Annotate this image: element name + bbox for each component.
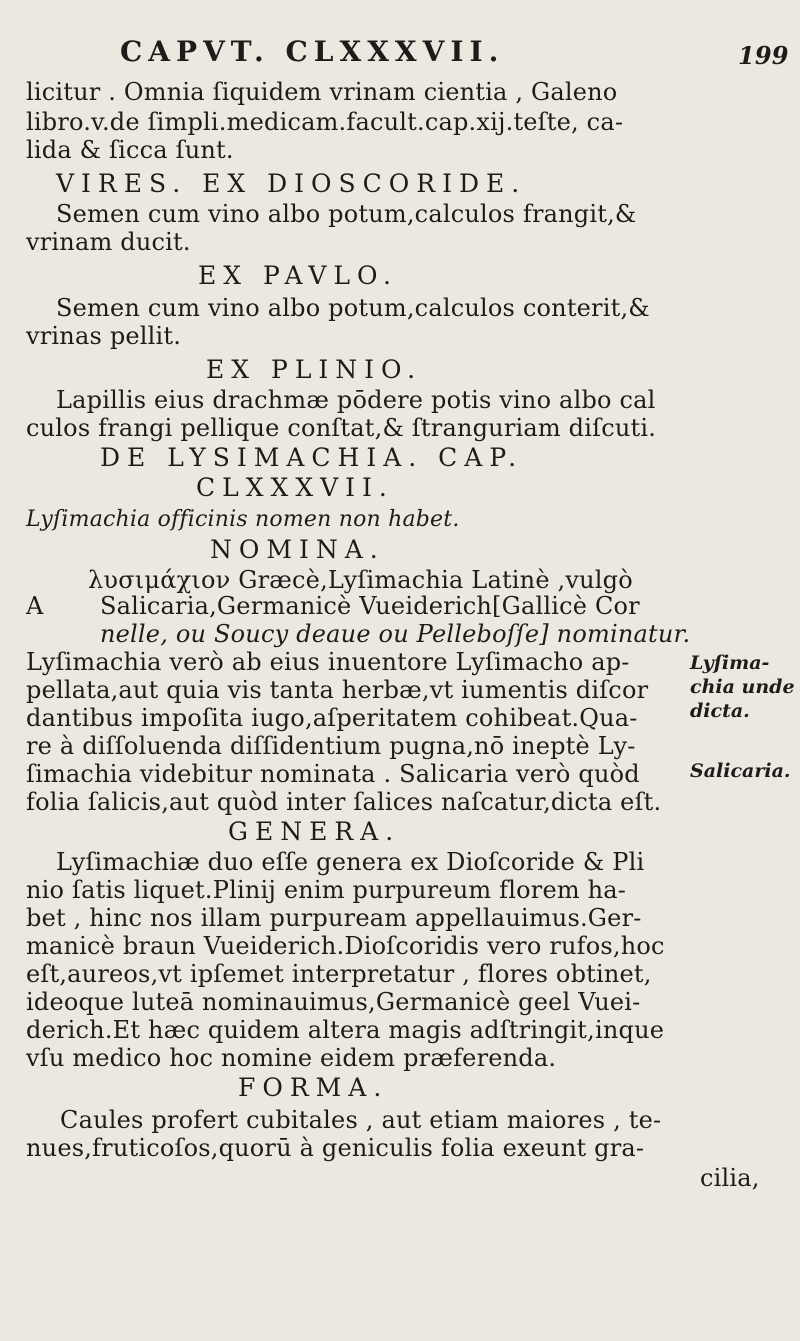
section-heading: EX PAVLO. (198, 261, 398, 290)
text-line: Lapillis eius drachmæ pōdere potis vino albo cal (56, 386, 656, 414)
text-line: folia ſalicis,aut quòd inter ſalices naſcatur,dicta eſt. (26, 788, 662, 816)
text-line: vſu medico hoc nomine eidem præferenda. (26, 1044, 557, 1072)
chapter-number: CLXXXVII. (196, 473, 394, 502)
margin-note: Salicaria. (690, 760, 791, 782)
text-line: manicè braun Vueiderich.Dioſcoridis vero rufos,hoc (26, 932, 665, 960)
text-line: Lyſimachiæ duo eſſe genera ex Dioſcoride & Pli (56, 848, 645, 876)
text-line: Salicaria,Germanicè Vueiderich[Gallicè Cor (100, 592, 640, 620)
text-line: nio ſatis liquet.Plinij enim purpureum florem ha- (26, 876, 627, 904)
running-head: CAPVT. CLXXXVII. (120, 35, 505, 68)
text-line: re à diſſoluenda diſſidentium pugna,nō ineptè Ly- (26, 732, 636, 760)
italic-line: Lyſimachia officinis nomen non habet. (26, 507, 460, 532)
text-line: culos frangi pellique conſtat,& ſtranguriam diſcuti. (26, 414, 657, 442)
text-line: lida & ſicca ſunt. (26, 136, 234, 164)
text-line: ſimachia videbitur nominata . Salicaria verò quòd (26, 760, 640, 788)
section-heading: VIRES. EX DIOSCORIDE. (56, 169, 527, 198)
text-line: derich.Et hæc quidem altera magis adſtringit,inque (26, 1016, 665, 1044)
text-line: vrinas pellit. (26, 322, 182, 350)
text-line: dantibus impoſita iugo,aſperitatem cohibeat.Qua- (26, 704, 638, 732)
text-line: licitur . Omnia ſiquidem vrinam cientia , Galeno (26, 78, 618, 106)
text-line: pellata,aut quia vis tanta herbæ,vt iumentis diſcor (26, 676, 649, 704)
text-line: nues,fruticoſos,quorū à geniculis folia exeunt gra- (26, 1134, 645, 1162)
margin-note: chia unde (690, 676, 795, 698)
margin-letter: A (26, 592, 44, 620)
margin-note: dicta. (690, 700, 750, 722)
text-line: λυσιμάχιον Græcè,Lyſimachia Latinè ,vulgò (88, 566, 633, 594)
text-line: Lyſimachia verò ab eius inuentore Lyſimacho ap- (26, 648, 630, 676)
section-heading: EX PLINIO. (206, 355, 423, 384)
text-line: Semen cum vino albo potum,calculos conterit,& (56, 294, 650, 322)
text-line: vrinam ducit. (26, 228, 191, 256)
text-line: libro.v.de ſimpli.medicam.facult.cap.xij.teſte, ca- (26, 108, 624, 136)
text-line: bet , hinc nos illam purpuream appellauimus.Ger- (26, 904, 642, 932)
section-heading: FORMA. (238, 1073, 389, 1102)
catchword: cilia, (700, 1164, 760, 1192)
section-heading: GENERA. (228, 817, 401, 846)
chapter-title: DE LYSIMACHIA. CAP. (100, 443, 524, 472)
page-number: 199 (738, 41, 789, 70)
text-line: ideoque luteā nominauimus,Germanicè geel Vuei- (26, 988, 641, 1016)
section-heading: NOMINA. (210, 535, 385, 564)
text-line: Semen cum vino albo potum,calculos frangit,& (56, 200, 637, 228)
text-line: nelle, ou Soucy deaue ou Pelleboſſe] nominatur. (100, 620, 691, 648)
text-line: Caules profert cubitales , aut etiam maiores , te- (60, 1106, 662, 1134)
text-line: eſt,aureos,vt ipſemet interpretatur , flores obtinet, (26, 960, 652, 988)
margin-note: Lyſima- (690, 652, 770, 674)
